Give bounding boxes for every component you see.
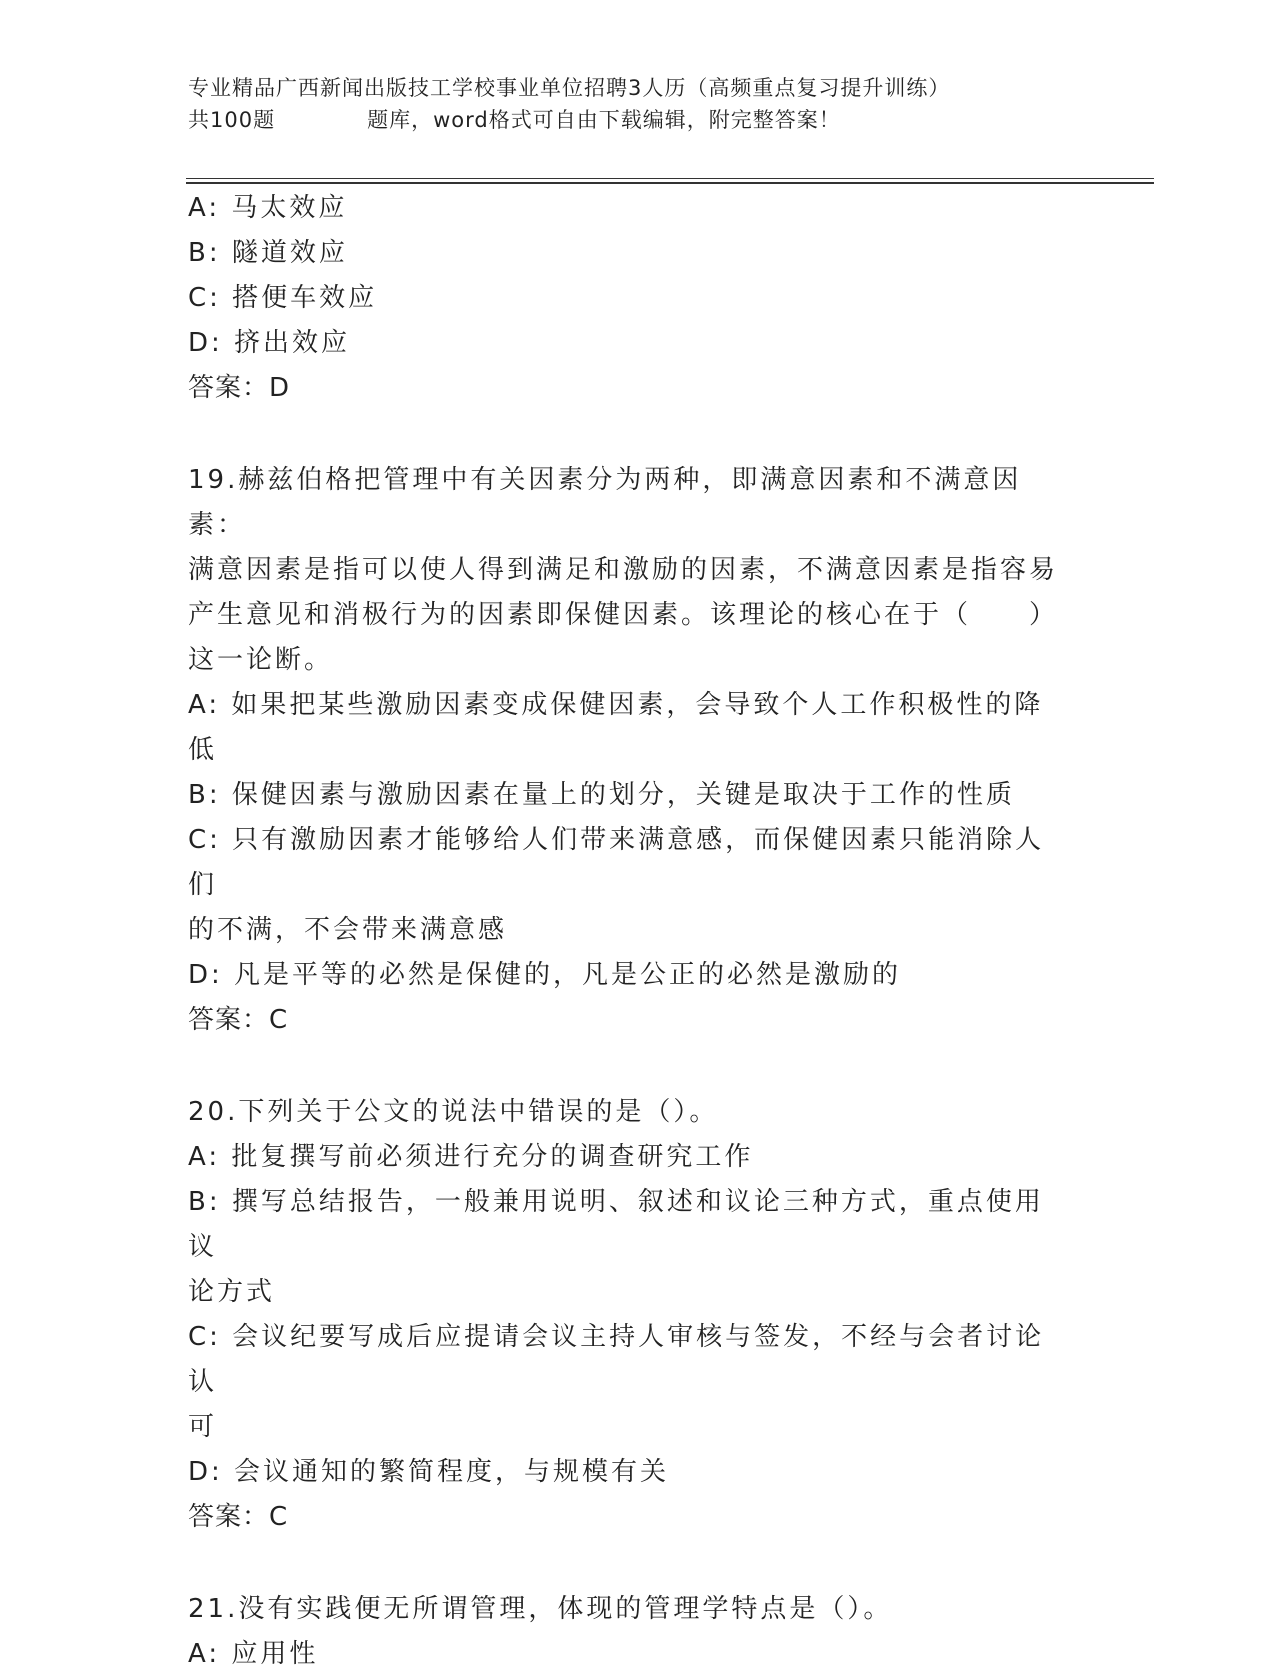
q20-option-a: A: 批复撰写前必须进行充分的调查研究工作 (188, 1142, 754, 1172)
q19-answer: 答案：C (188, 1005, 289, 1035)
q21-option-a: A: 应用性 (188, 1639, 319, 1669)
q20-answer: 答案：C (188, 1502, 289, 1532)
q20-stem: 20.下列关于公文的说法中错误的是（）。 (188, 1097, 719, 1127)
header-question-count: 共100题 (188, 108, 276, 132)
prev-option-d: D: 挤出效应 (188, 328, 351, 358)
header-title-line: 专业精品广西新闻出版技工学校事业单位招聘3人历（高频重点复习提升训练） (188, 76, 951, 100)
prev-answer: 答案：D (188, 373, 291, 403)
q20-option-c-cont: 可 (188, 1412, 218, 1442)
q19-stem-line-2: 满意因素是指可以使人得到满足和激励的因素，不满意因素是指容易 (188, 555, 1059, 585)
question-content (188, 186, 1068, 1677)
prev-option-c: C: 搭便车效应 (188, 283, 378, 313)
q20-option-b: B: 撰写总结报告，一般兼用说明、叙述和议论三种方式，重点使用议 (188, 1187, 1044, 1262)
q19-stem-line-1: 19.赫兹伯格把管理中有关因素分为两种，即满意因素和不满意因素： (188, 465, 1022, 540)
q19-stem-line-3: 产生意见和消极行为的因素即保健因素。该理论的核心在于（ ） (188, 600, 1059, 630)
q19-option-c-cont: 的不满，不会带来满意感 (188, 915, 508, 945)
q20-option-b-cont: 论方式 (188, 1277, 276, 1307)
q19-option-a: A: 如果把某些激励因素变成保健因素，会导致个人工作积极性的降低 (188, 690, 1044, 765)
q19-option-c: C: 只有激励因素才能够给人们带来满意感，而保健因素只能消除人们 (188, 825, 1045, 900)
q20-option-c: C: 会议纪要写成后应提请会议主持人审核与签发，不经与会者讨论认 (188, 1322, 1045, 1397)
prev-option-b: B: 隧道效应 (188, 238, 348, 268)
q21-stem: 21.没有实践便无所谓管理，体现的管理学特点是（）。 (188, 1594, 893, 1624)
header-subtitle-line (188, 104, 1088, 136)
header-divider-thick (186, 182, 1154, 184)
prev-option-a: A: 马太效应 (188, 193, 348, 223)
q19-stem-line-4: 这一论断。 (188, 645, 334, 675)
q19-option-b: B: 保健因素与激励因素在量上的划分，关键是取决于工作的性质 (188, 780, 1015, 810)
q20-option-d: D: 会议通知的繁简程度，与规模有关 (188, 1457, 670, 1487)
header-divider-thin (186, 178, 1154, 179)
document-header (188, 72, 1088, 136)
header-format-note: 题库，word格式可自由下载编辑，附完整答案！ (367, 108, 841, 132)
q19-option-d: D: 凡是平等的必然是保健的，凡是公正的必然是激励的 (188, 960, 902, 990)
